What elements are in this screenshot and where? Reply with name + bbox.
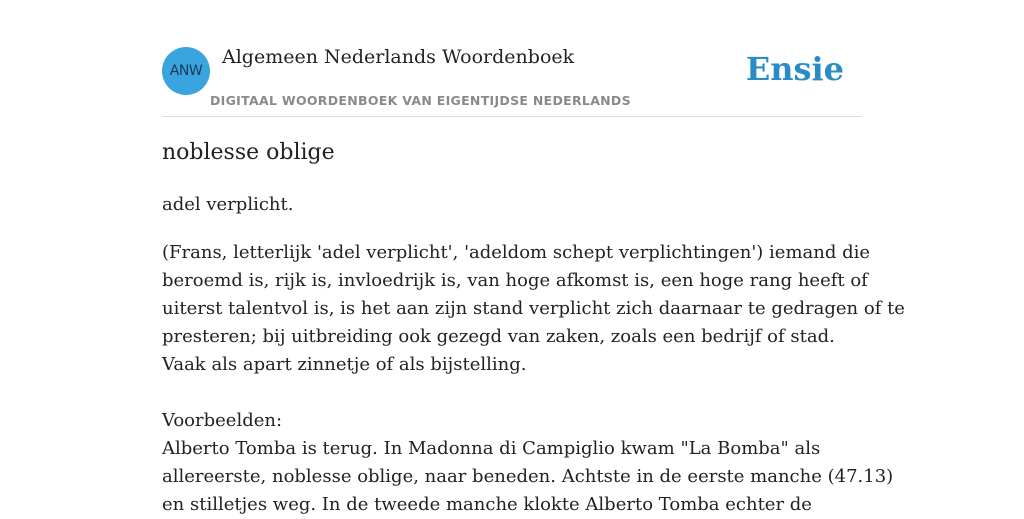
- body-line: Vaak als apart zinnetje of als bijstelling.: [162, 354, 527, 375]
- examples-heading: Voorbeelden:: [162, 410, 283, 431]
- body-line: [162, 379, 862, 407]
- entry-body: [162, 239, 905, 519]
- body-line: (Frans, letterlijk 'adel verplicht', 'adeldom schept verplichtingen') iemand die: [162, 242, 871, 263]
- entry-title: noblesse oblige: [162, 140, 335, 165]
- body-line: presteren; bij uitbreiding ook gezegd van zaken, zoals een bedrijf of stad.: [162, 326, 835, 347]
- body-line: beroemd is, rijk is, invloedrijk is, van hoge afkomst is, een hoge rang heeft of: [162, 270, 868, 291]
- site-subtitle: DIGITAAL WOORDENBOEK VAN EIGENTIJDSE NEDERLANDS: [210, 93, 631, 108]
- example-line: allereerste, noblesse oblige, naar beneden. Achtste in de eerste manche (47.13): [162, 466, 894, 487]
- site-header: [162, 0, 862, 117]
- short-definition: adel verplicht.: [162, 194, 294, 215]
- site-title[interactable]: Algemeen Nederlands Woordenboek: [222, 46, 575, 68]
- example-line: Alberto Tomba is terug. In Madonna di Campiglio kwam "La Bomba" als: [162, 438, 821, 459]
- example-line: en stilletjes weg. In de tweede manche klokte Alberto Tomba echter de: [162, 494, 812, 515]
- page-container: [162, 0, 905, 515]
- body-line: uiterst talentvol is, is het aan zijn stand verplicht zich daarnaar te gedragen of te: [162, 298, 905, 319]
- anw-logo[interactable]: ANW: [162, 47, 210, 95]
- ensie-brand-link[interactable]: Ensie: [745, 50, 844, 88]
